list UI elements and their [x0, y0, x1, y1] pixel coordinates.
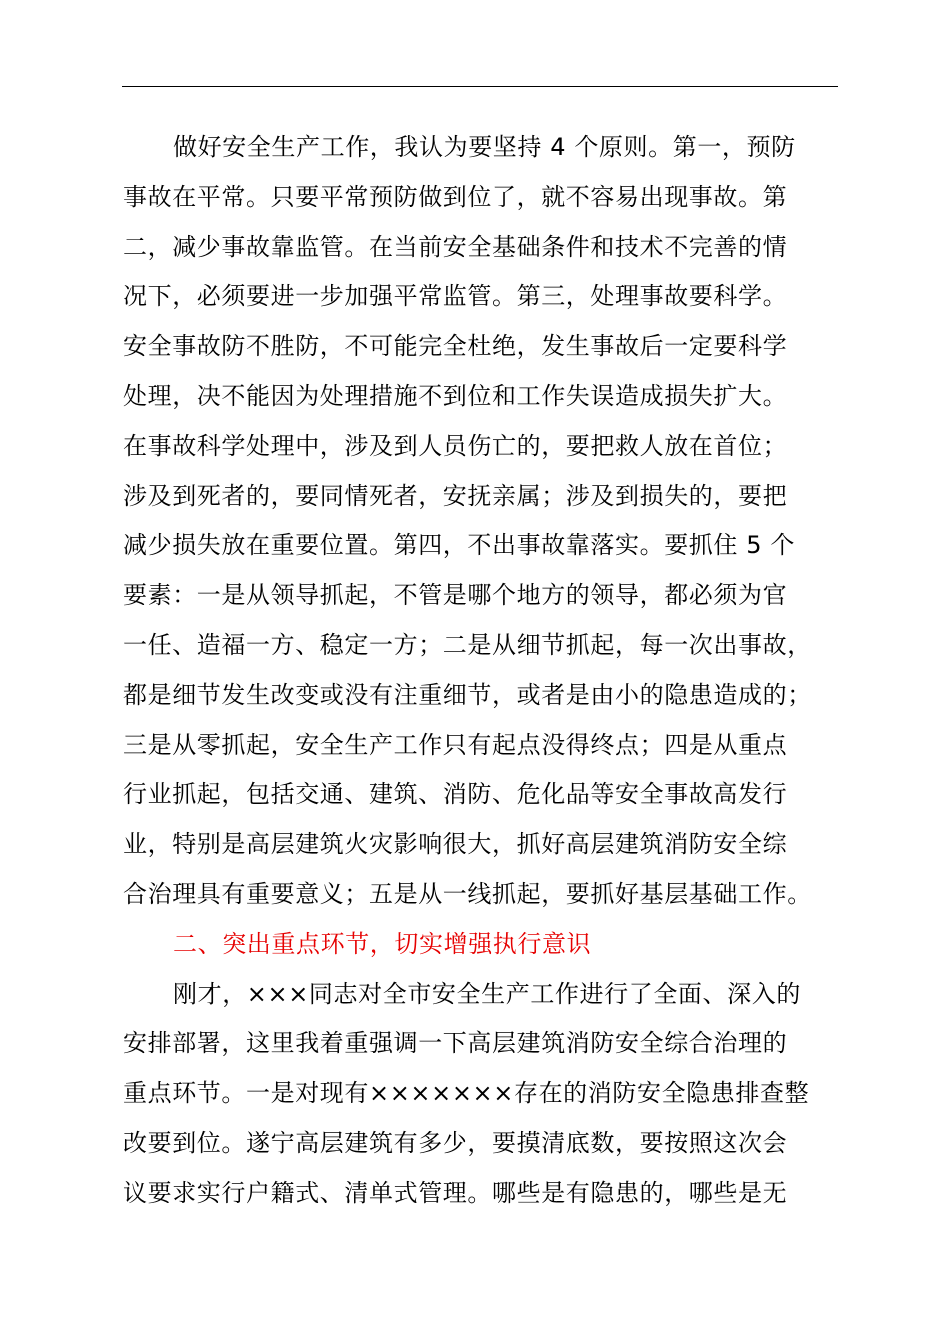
text-line: 做好安全生产工作，我认为要坚持 4 个原则。第一，预防	[173, 133, 796, 161]
paragraph-2	[123, 970, 863, 1219]
text-line: 涉及到死者的，要同情死者，安抚亲属；涉及到损失的，要把	[123, 481, 788, 510]
text-line: 业，特别是高层建筑火灾影响很大，抓好高层建筑消防安全综	[123, 830, 788, 859]
text-line: 处理，决不能因为处理措施不到位和工作失误造成损失扩大。	[123, 381, 788, 410]
text-line: 安全事故防不胜防，不可能完全杜绝，发生事故后一定要科学	[123, 332, 788, 361]
text-line: 合治理具有重要意义；五是从一线抓起，要抓好基层基础工作。	[123, 879, 812, 908]
text-line: 三是从零抓起，安全生产工作只有起点没得终点；四是从重点	[123, 730, 788, 759]
text-line: 行业抓起，包括交通、建筑、消防、危化品等安全事故高发行	[123, 780, 788, 809]
text-line: 要素：一是从领导抓起，不管是哪个地方的领导，都必须为官	[123, 581, 788, 610]
section-heading: 二、突出重点环节，切实增强执行意识	[173, 929, 592, 958]
text-line: 在事故科学处理中，涉及到人员伤亡的，要把救人放在首位；	[123, 431, 788, 460]
text-line: 一任、造福一方、稳定一方；二是从细节抓起，每一次出事故，	[123, 630, 812, 659]
text-line: 减少损失放在重要位置。第四，不出事故靠落实。要抓住 5 个	[123, 531, 795, 560]
text-line: 重点环节。一是对现有×××××××存在的消防安全隐患排查整	[123, 1079, 810, 1108]
text-line: 况下，必须要进一步加强平常监管。第三，处理事故要科学。	[123, 282, 788, 311]
text-line: 事故在平常。只要平常预防做到位了，就不容易出现事故。第	[123, 182, 788, 211]
text-line: 二，减少事故靠监管。在当前安全基础条件和技术不完善的情	[123, 232, 788, 261]
document-body	[123, 123, 863, 1219]
text-line: 议要求实行户籍式、清单式管理。哪些是有隐患的，哪些是无	[123, 1178, 788, 1207]
text-line: 都是细节发生改变或没有注重细节，或者是由小的隐患造成的；	[123, 680, 812, 709]
header-rule	[122, 86, 838, 87]
text-line: 刚才，×××同志对全市安全生产工作进行了全面、深入的	[173, 979, 801, 1008]
text-line: 改要到位。遂宁高层建筑有多少，要摸清底数，要按照这次会	[123, 1128, 788, 1157]
text-line: 安排部署，这里我着重强调一下高层建筑消防安全综合治理的	[123, 1029, 788, 1058]
paragraph-1	[123, 123, 863, 920]
